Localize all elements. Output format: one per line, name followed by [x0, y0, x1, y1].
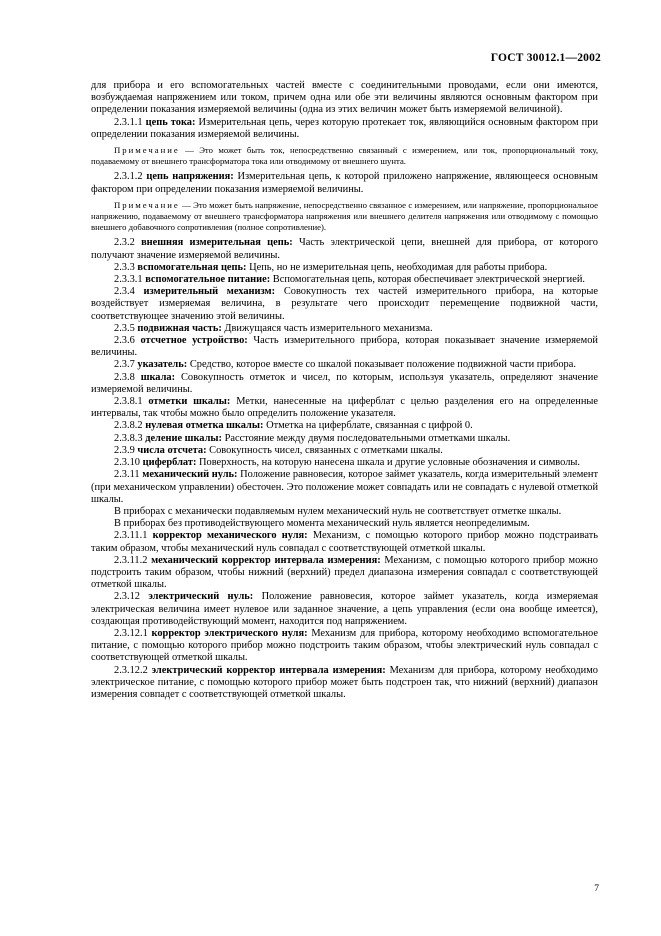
defined-term: электрический корректор интервала измерения:	[151, 664, 386, 676]
clause-number: 2.3.3	[114, 261, 135, 273]
definition-paragraph	[91, 433, 598, 445]
definition-paragraph	[91, 237, 598, 261]
defined-term: механический нуль:	[142, 469, 238, 481]
paragraph-text: Механизм, с помощью которого прибор можно подстроить таким образом, чтобы нижний (верхний) предел диапазона измерения совпадал с соответствующей отметкой шкалы.	[91, 554, 598, 591]
definition-paragraph	[91, 628, 598, 665]
document-body	[91, 80, 598, 701]
paragraph-text: Расстояние между двумя последовательными отметками шкалы.	[224, 432, 511, 444]
clause-number: 2.3.11	[114, 469, 140, 481]
definition-paragraph	[91, 359, 598, 371]
defined-term: числа отсчета:	[137, 444, 207, 456]
clause-number: 2.3.8.2	[114, 420, 143, 432]
document-code-header: ГОСТ 30012.1—2002	[490, 52, 601, 64]
note-text: — Это может быть ток, непосредственно связанный с измерением, или ток, пропорциональный току, подаваемому от внешнего трансформатора тока или отводимому от внешнего шунта.	[91, 145, 599, 167]
paragraph-text: Совокупность чисел, связанных с отметками шкалы.	[209, 444, 443, 456]
defined-term: указатель:	[137, 359, 188, 371]
paragraph-text: для прибора и его вспомогательных частей вместе с соединительными проводами, если они имеются, возбуждаемая напряжением или током, причем одна или обе эти величины являются основным фактором при определении показания измеряемой величины (одна из этих величин может быть измеряемой величиной).	[91, 80, 598, 116]
paragraph-text: Цепь, но не измерительная цепь, необходимая для работы прибора.	[249, 261, 548, 273]
paragraph-text: Совокупность тех частей измерительного прибора, на которые воздействует измеряемая величина, в результате чего происходит перемещение подвижной части, соответствующее значению этой величины.	[91, 286, 599, 322]
text-paragraph	[91, 80, 598, 117]
clause-number: 2.3.3.1	[114, 274, 143, 286]
paragraph-text: В приборах без противодействующего момента механический нуль является неопределимым.	[114, 518, 530, 530]
definition-paragraph	[91, 469, 598, 506]
page-number: 7	[594, 884, 599, 894]
clause-number: 2.3.12	[114, 591, 140, 603]
definition-paragraph	[91, 396, 598, 420]
clause-number: 2.3.10	[114, 457, 140, 469]
note-paragraph	[91, 200, 598, 234]
paragraph-text: Поверхность, на которую нанесена шкала и другие условные обозначения и символы.	[199, 457, 580, 469]
definition-paragraph	[91, 323, 598, 335]
paragraph-text: Часть электрической цепи, внешней для прибора, от которого получают значение измеряемой величины.	[91, 237, 598, 261]
clause-number: 2.3.11.2	[114, 554, 148, 566]
definition-paragraph	[91, 262, 598, 274]
defined-term: корректор электрического нуля:	[151, 627, 308, 639]
definition-paragraph	[91, 445, 598, 457]
defined-term: нулевая отметка шкалы:	[145, 420, 264, 432]
defined-term: деление шкалы:	[145, 432, 222, 444]
note-label: Примечание	[114, 199, 180, 210]
paragraph-text: Механизм для прибора, которому необходимо вспомогательное питание, с помощью которого прибор можно подстроить таким образом, чтобы электрический нуль совпадал с соответствующей отметкой шкалы.	[91, 627, 598, 664]
paragraph-text: Измерительная цепь, к которой приложено напряжение, являющееся основным фактором при определении показания измеряемой величины.	[91, 171, 598, 195]
paragraph-text: Положение равновесия, которое займет указатель, когда измерительный элемент (при механическом управлении) обесточен. Это положение может совпадать или не совпадать с нулевой отметкой шкалы.	[91, 469, 598, 505]
clause-number: 2.3.8.1	[114, 396, 143, 408]
clause-number: 2.3.8.3	[114, 432, 143, 444]
paragraph-text: Механизм, с помощью которого прибор можно подстраивать таким образом, чтобы механический нуль совпадал с соответствующей отметкой шкалы.	[91, 530, 599, 554]
clause-number: 2.3.2	[114, 237, 135, 249]
note-paragraph	[91, 145, 598, 167]
defined-term: вспомогательное питание:	[145, 274, 271, 286]
definition-paragraph	[91, 555, 598, 592]
paragraph-text: Механизм для прибора, которому необходимо электрическое питание, с помощью которого прибор может быть подстроен так, что нижний (верхний) диапазон измерения совпадет с соответствующей отметкой шкалы.	[91, 664, 598, 700]
text-paragraph	[91, 506, 598, 518]
defined-term: цепь напряжения:	[146, 171, 234, 183]
defined-term: измерительный механизм:	[143, 286, 276, 298]
definition-paragraph	[91, 274, 598, 286]
defined-term: внешняя измерительная цепь:	[141, 237, 293, 249]
defined-term: отсчетное устройство:	[140, 335, 248, 347]
definition-paragraph	[91, 286, 598, 323]
text-paragraph	[91, 518, 598, 530]
clause-number: 2.3.6	[114, 335, 135, 347]
clause-number: 2.3.12.1	[114, 627, 148, 639]
paragraph-text: В приборах с механически подавляемым нулем механический нуль не соответствует отметке шкалы.	[114, 505, 562, 517]
definition-paragraph	[91, 171, 598, 195]
clause-number: 2.3.12.2	[114, 664, 148, 676]
defined-term: цепь тока:	[145, 116, 196, 128]
clause-number: 2.3.9	[114, 444, 135, 456]
clause-number: 2.3.7	[114, 359, 135, 371]
paragraph-text: Совокупность отметок и чисел, по которым, используя указатель, определяют значение измеряемой величины.	[91, 371, 598, 395]
clause-number: 2.3.4	[114, 286, 135, 298]
clause-number: 2.3.1.1	[114, 116, 143, 128]
definition-paragraph	[91, 665, 598, 702]
definition-paragraph	[91, 117, 598, 141]
defined-term: механический корректор интервала измерения:	[151, 554, 381, 566]
defined-term: электрический нуль:	[148, 591, 254, 603]
paragraph-text: Движущаяся часть измерительного механизма.	[224, 322, 433, 334]
definition-paragraph	[91, 457, 598, 469]
defined-term: отметки шкалы:	[148, 396, 231, 408]
paragraph-text: Часть измерительного прибора, которая показывает значение измеряемой величины.	[91, 335, 598, 359]
paragraph-text: Метки, нанесенные на циферблат с целью разделения его на определенные интервалы, так чтобы можно было определить положение указателя.	[91, 396, 598, 420]
paragraph-text: Отметка на циферблате, связанная с цифрой 0.	[266, 420, 473, 432]
clause-number: 2.3.8	[114, 371, 135, 383]
defined-term: корректор механического нуля:	[152, 530, 308, 542]
definition-paragraph	[91, 530, 598, 554]
note-text: — Это может быть напряжение, непосредственно связанное с измерением, или напряжение, пропорциональное напряжению, подаваемому от внешнего трансформатора напряжения или внешнего делителя напряжения или отводимому с помощью внешнего добавочного сопротивления (полное сопротивление).	[91, 199, 598, 233]
defined-term: подвижная часть:	[137, 322, 222, 334]
clause-number: 2.3.11.1	[114, 530, 148, 542]
definition-paragraph	[91, 591, 598, 628]
clause-number: 2.3.1.2	[114, 171, 143, 183]
clause-number: 2.3.5	[114, 322, 135, 334]
defined-term: циферблат:	[142, 457, 197, 469]
paragraph-text: Положение равновесия, которое займет указатель, когда измеряемая электрическая величина имеет нулевое или заданное значение, а цепь управления (если она вообще имеется), создающая противодействующий момент, находится под напряжением.	[91, 591, 598, 627]
definition-paragraph	[91, 372, 598, 396]
paragraph-text: Измерительная цепь, через которую протекает ток, являющийся основным фактором при определении показания измеряемой величины.	[91, 116, 599, 140]
defined-term: вспомогательная цепь:	[137, 261, 247, 273]
note-label: Примечание	[114, 145, 180, 156]
paragraph-text: Средство, которое вместе со шкалой показывает положение подвижной части прибора.	[189, 359, 576, 371]
defined-term: шкала:	[140, 371, 176, 383]
definition-paragraph	[91, 335, 598, 359]
paragraph-text: Вспомогательная цепь, которая обеспечивает электрической энергией.	[272, 274, 585, 286]
definition-paragraph	[91, 420, 598, 432]
